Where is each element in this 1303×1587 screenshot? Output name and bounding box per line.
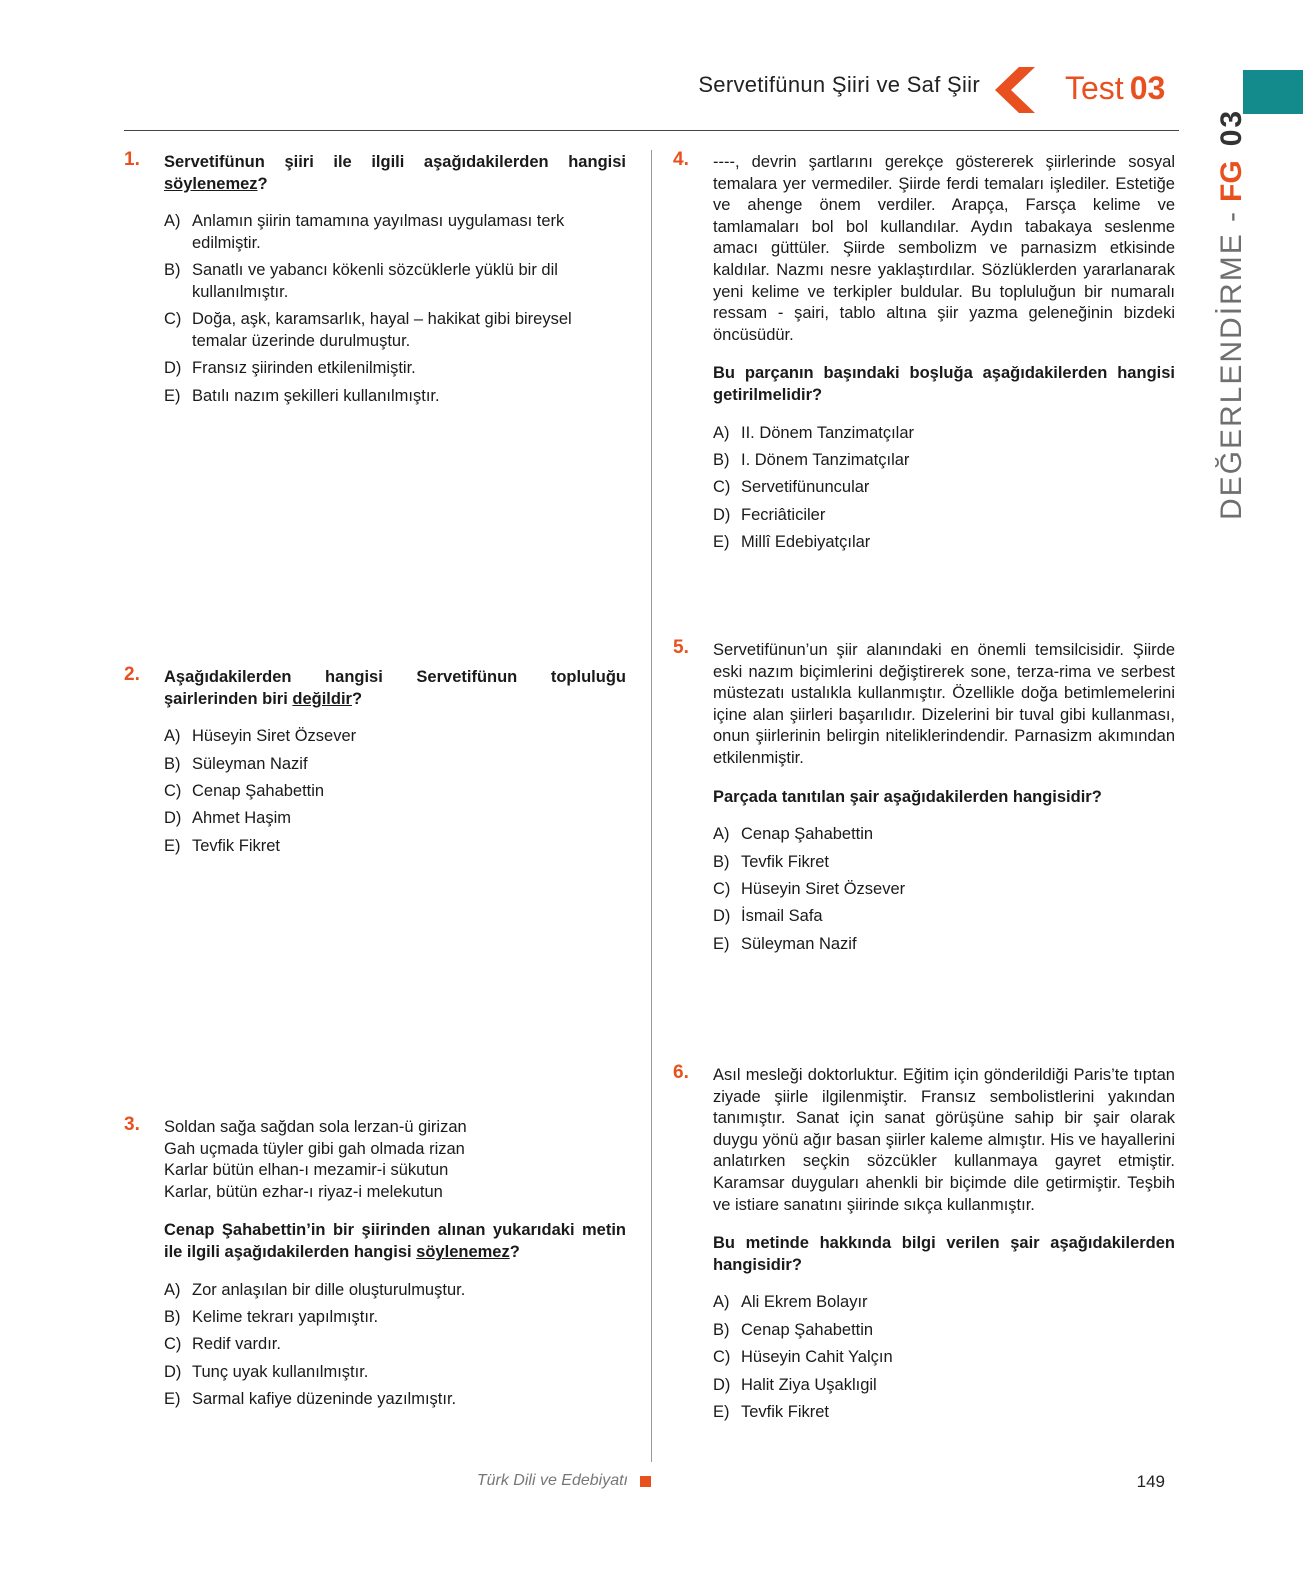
option-letter: B) — [713, 450, 730, 469]
header-divider — [124, 130, 1179, 131]
answer-option — [713, 1292, 1175, 1314]
option-text: Fransız şiirinden etkilenilmiştir. — [192, 359, 416, 378]
answer-option — [713, 450, 1175, 472]
option-text: Cenap Şahabettin — [192, 781, 325, 800]
options-list — [713, 824, 1175, 955]
option-text: Hüseyin Siret Özsever — [192, 727, 357, 746]
stem-text: Cenap Şahabettin’in bir şiirinden alınan yukarıdaki metin ile ilgili aşağıdakilerden hangisi — [164, 1221, 626, 1261]
option-letter: E) — [713, 533, 730, 552]
question-number: 5. — [673, 637, 689, 658]
answer-option — [164, 386, 626, 408]
side-section-label — [1212, 108, 1252, 520]
option-text: Hüseyin Cahit Yalçın — [741, 1348, 893, 1367]
option-letter: E) — [164, 836, 181, 855]
answer-option — [164, 836, 626, 858]
option-letter: E) — [164, 1390, 181, 1409]
answer-option — [713, 532, 1175, 554]
question-stem: Parçada tanıtılan şair aşağıdakilerden hangisidir? — [713, 787, 1102, 806]
option-letter: C) — [713, 879, 731, 898]
answer-option — [164, 1362, 626, 1384]
answer-option — [713, 852, 1175, 874]
option-text: Millî Edebiyatçılar — [741, 533, 871, 552]
question-stem — [164, 1220, 626, 1263]
stem-end: ? — [509, 1242, 520, 1261]
option-letter: B) — [713, 1320, 730, 1339]
answer-option — [164, 1307, 626, 1329]
options-list — [713, 1292, 1175, 1423]
option-text: Hüseyin Siret Özsever — [741, 879, 906, 898]
answer-option — [713, 824, 1175, 846]
stem-text: Servetifünun şiiri ile ilgili aşağıdakilerden hangisi — [164, 153, 626, 171]
option-letter: E) — [713, 1402, 730, 1421]
option-letter: D) — [164, 359, 182, 378]
option-text: Tevfik Fikret — [741, 1402, 830, 1421]
test-label — [1065, 70, 1165, 107]
footer-subject: Türk Dili ve Edebiyatı — [476, 1472, 628, 1489]
answer-option — [164, 754, 626, 776]
answer-option — [713, 934, 1175, 956]
stem-underlined: söylenemez — [416, 1242, 510, 1261]
options-list — [164, 211, 626, 407]
question-number: 2. — [124, 664, 140, 685]
option-letter: E) — [164, 386, 181, 405]
verse-line: Karlar bütün elhan-ı mezamir-i sükutun — [164, 1161, 449, 1180]
option-text: Servetifünuncular — [741, 478, 870, 497]
question-number: 1. — [124, 149, 140, 170]
option-text: II. Dönem Tanzimatçılar — [741, 423, 915, 442]
answer-option — [713, 1402, 1175, 1424]
question-5 — [673, 637, 1175, 961]
option-letter: B) — [164, 1307, 181, 1326]
option-text: Tevfik Fikret — [741, 852, 830, 871]
answer-option — [164, 726, 626, 748]
option-letter: D) — [713, 505, 731, 524]
stem-underlined: değildir — [292, 689, 352, 708]
option-text: Kelime tekrarı yapılmıştır. — [192, 1307, 379, 1326]
option-letter: D) — [164, 809, 182, 828]
option-text: Halit Ziya Uşaklıgil — [741, 1375, 877, 1394]
test-number: 03 — [1129, 70, 1166, 106]
option-letter: B) — [164, 754, 181, 773]
option-letter: B) — [164, 261, 181, 280]
option-text: Batılı nazım şekilleri kullanılmıştır. — [192, 386, 440, 405]
side-label-text: DEĞERLENDİRME - — [1215, 209, 1248, 520]
option-text: Sanatlı ve yabancı kökenli sözcüklerle yüklü bir dil kullanılmıştır. — [192, 261, 558, 301]
answer-option — [164, 781, 626, 803]
answer-option — [713, 1347, 1175, 1369]
option-text: Zor anlaşılan bir dille oluşturulmuştur. — [192, 1280, 466, 1299]
question-number: 4. — [673, 149, 689, 170]
question-3 — [124, 1114, 626, 1417]
option-letter: C) — [164, 1335, 182, 1354]
option-text: Anlamın şiirin tamamına yayılması uygulaması terk edilmiştir. — [192, 212, 565, 252]
answer-option — [713, 477, 1175, 499]
chevron-left-icon — [995, 67, 1035, 113]
footer-square-icon — [640, 1476, 651, 1487]
answer-option — [164, 260, 626, 303]
verse-block — [164, 1117, 626, 1203]
options-list — [164, 1280, 626, 1411]
option-text: Cenap Şahabettin — [741, 1320, 874, 1339]
option-letter: A) — [164, 1280, 181, 1299]
page-title: Servetifünun Şiiri ve Saf Şiir — [698, 72, 980, 97]
option-text: Süleyman Nazif — [741, 934, 857, 953]
option-letter: A) — [713, 825, 730, 844]
option-text: Cenap Şahabettin — [741, 825, 874, 844]
option-text: Sarmal kafiye düzeninde yazılmıştır. — [192, 1390, 457, 1409]
option-text: Fecriâticiler — [741, 505, 826, 524]
option-text: Ahmet Haşim — [192, 809, 292, 828]
option-letter: A) — [164, 727, 181, 746]
stem-underlined: söylenemez — [164, 174, 258, 193]
section-tab — [1243, 70, 1303, 114]
stem-end: ? — [257, 174, 268, 193]
answer-option — [713, 1375, 1175, 1397]
question-passage: Asıl mesleği doktorluktur. Eğitim için gönderildiği Paris’te tıptan ziyade şiirle ilgilenmiştir. Fransız sembolistlerini yakından tanımıştır. Sanat için sanat görüşüne sahip bir şair olarak duygu yönü ağır basan şiirler kaleme almıştır. His ve hayallerini anlatırken seçkin sözcükler kullanmaya gayret etmiştir. Karamsar duyguları ahenkli bir biçimde dile getirmiştir. Teşbih ve istiare sanatını şiirinde sıkça kullanmıştır. — [713, 1066, 1175, 1214]
option-text: Redif vardır. — [192, 1335, 281, 1354]
option-text: Doğa, aşk, karamsarlık, hayal – hakikat gibi bireysel temalar üzerinde durulmuştur. — [192, 310, 572, 350]
answer-option — [164, 211, 626, 254]
side-label-number: 03 — [1215, 108, 1248, 147]
question-4 — [673, 149, 1175, 559]
question-number: 3. — [124, 1114, 140, 1135]
verse-line: Soldan sağa sağdan sola lerzan-ü girizan — [164, 1118, 467, 1136]
page-number: 149 — [1136, 1472, 1165, 1491]
question-1 — [124, 149, 626, 413]
options-list — [713, 423, 1175, 554]
option-letter: D) — [713, 907, 731, 926]
answer-option — [164, 1280, 626, 1302]
stem-end: ? — [351, 689, 363, 708]
brand-logo: FG — [1215, 160, 1248, 202]
option-text: İsmail Safa — [741, 907, 823, 926]
option-text: Ali Ekrem Bolayır — [741, 1293, 868, 1312]
option-letter: D) — [164, 1362, 182, 1381]
option-letter: C) — [713, 478, 731, 497]
option-letter: A) — [713, 423, 730, 442]
answer-option — [713, 906, 1175, 928]
option-text: I. Dönem Tanzimatçılar — [741, 450, 910, 469]
answer-option — [164, 358, 626, 380]
verse-line: Karlar, bütün ezhar-ı riyaz-i melekutun — [164, 1182, 443, 1201]
question-number: 6. — [673, 1062, 689, 1083]
answer-option — [713, 879, 1175, 901]
option-text: Süleyman Nazif — [192, 754, 308, 773]
answer-option — [713, 505, 1175, 527]
question-stem: Bu metinde hakkında bilgi verilen şair aşağıdakilerden hangisidir? — [713, 1234, 1175, 1274]
answer-option — [713, 1320, 1175, 1342]
question-6 — [673, 1062, 1175, 1429]
option-text: Tevfik Fikret — [192, 836, 281, 855]
question-2 — [124, 664, 626, 863]
column-divider — [651, 150, 652, 1462]
option-letter: C) — [164, 781, 182, 800]
answer-option — [164, 1389, 626, 1411]
question-passage: ----, devrin şartlarını gerekçe göstererek şiirlerinde sosyal temalara yer vermediler. Şiirde ferdi temaları işlediler. Estetiğe ve ahenge önem verdiler. Arapça, Farsça kelime ve tamlamaları bol bol kullandılar. Aydın tabakaya seslenme amacı güttüler. Şiirde sembolizm ve parnasizm etkisinde kaldılar. Nazmı nesre yaklaştırdılar. Sözlüklerden yararlanarak yeni kelime ve terkipler buldular. Bu topluluğun bir numaralı ressam - şairi, tablo altına şiir yazma geleneğinin bizdeki öncüsüdür. — [713, 153, 1175, 344]
answer-option — [164, 309, 626, 352]
option-text: Tunç uyak kullanılmıştır. — [192, 1362, 369, 1381]
answer-option — [713, 423, 1175, 445]
option-letter: A) — [713, 1293, 730, 1312]
options-list — [164, 726, 626, 857]
test-word: Test — [1065, 70, 1124, 106]
question-stem — [164, 667, 626, 710]
question-stem: Bu parçanın başındaki boşluğa aşağıdakilerden hangisi getirilmelidir? — [713, 364, 1175, 404]
option-letter: B) — [713, 852, 730, 871]
question-stem — [164, 152, 626, 195]
option-letter: A) — [164, 212, 181, 231]
answer-option — [164, 808, 626, 830]
option-letter: C) — [164, 310, 182, 329]
option-letter: C) — [713, 1348, 731, 1367]
option-letter: D) — [713, 1375, 731, 1394]
verse-line: Gah uçmada tüyler gibi gah olmada rizan — [164, 1139, 465, 1158]
option-letter: E) — [713, 934, 730, 953]
stem-text: Aşağıdakilerden hangisi Servetifünun topluluğu şairlerinden biri — [164, 668, 626, 708]
question-passage: Servetifünun’un şiir alanındaki en önemli temsilcisidir. Şiirde eski nazım biçimlerini değiştirerek sone, terza-rima ve serbest müstezatı ustalıkla kullanmıştır. Özellikle doğa betimlemelerini içine alan şiirleri başarılıdır. Dizelerini bir tuval gibi kullanması, onun şiirlerinin belirgin niteliklerindendir. Parnasizm akımından etkilenmiştir. — [713, 641, 1175, 767]
answer-option — [164, 1334, 626, 1356]
